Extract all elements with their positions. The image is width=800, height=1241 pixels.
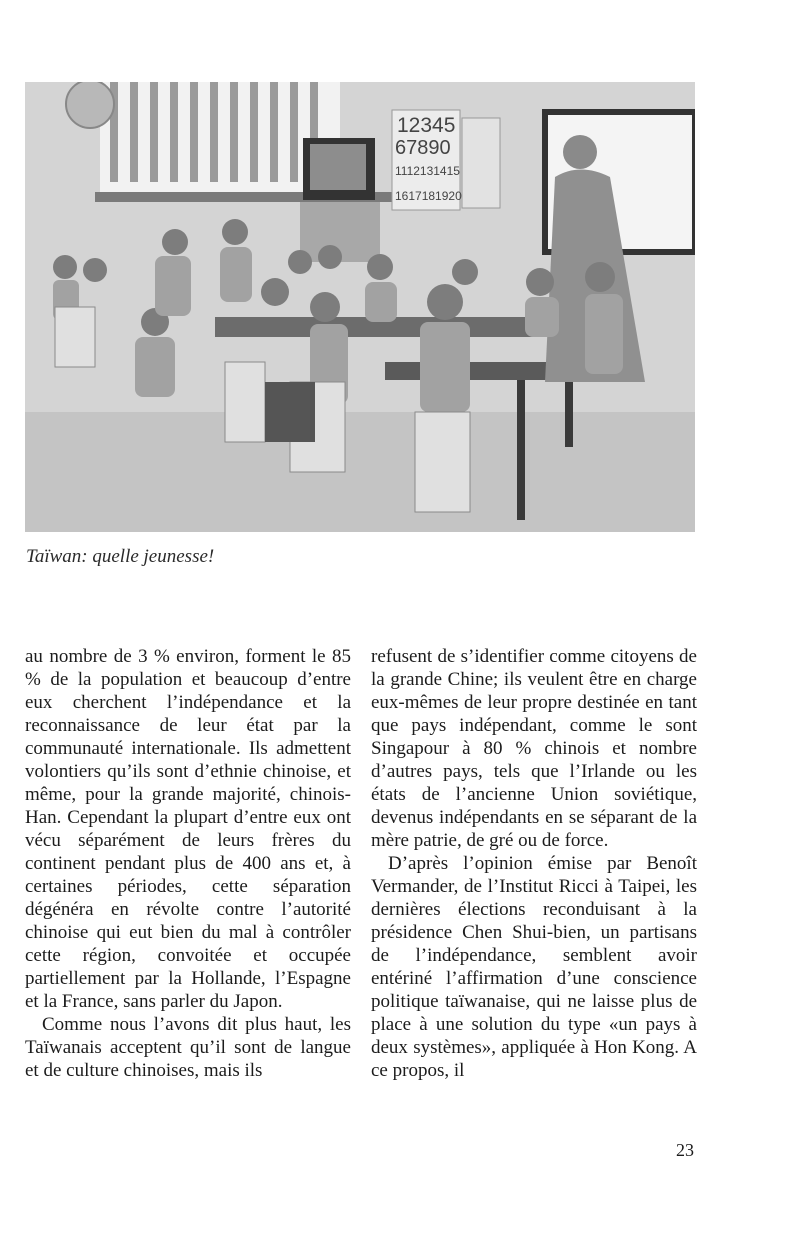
- paragraph: Comme nous l’avons dit plus haut, les Taïwanais acceptent qu’il sont de langue et de culture chinoises, mais ils: [25, 1014, 351, 1081]
- classroom-photo: [25, 82, 695, 532]
- page-number: 23: [676, 1140, 694, 1160]
- paragraph: au nombre de 3 % environ, forment le 85 % de la population et beaucoup d’entre eux cherchent l’indépendance et la reconnaissance de leur état par la communauté internationale. Ils admettent volontiers qu’ils sont d’ethnie chinoise, et même, pour la grande majorité, chinois-Han. Cependant la plupart d’entre eux ont vécu séparément de leurs frères du continent pendant plus de 400 ans et, à certaines périodes, cette séparation dégénéra en révolte contre l’autorité chinoise qui eut bien du mal à contrôler cette région, convoitée et occupée partiellement par la Hollande, l’Espagne et la France, sans parler du Japon.: [25, 646, 351, 1012]
- text-column-right: [371, 645, 697, 1082]
- chart-row-1: 12345: [397, 114, 456, 137]
- chart-row-4: 1617181920: [395, 189, 462, 203]
- paragraph: D’après l’opinion émise par Benoît Vermander, de l’Institut Ricci à Taipei, les dernières élections reconduisant à la présidence Chen Shui-bien, un partisans de l’indépendance, semblent avoir entériné l’affirmation d’une conscience politique taïwanaise, qui ne laisse plus de place à une solution du type «un pays à deux systèmes», appliquée à Hon Kong. A ce propos, il: [371, 853, 697, 1081]
- chart-row-3: 1112131415: [395, 164, 460, 178]
- paragraph: refusent de s’identifier comme citoyens de la grande Chine; ils veulent être en charge eux-mêmes de leur propre destinée en tant que pays indépendant, comme le sont Singapour à 80 % chinois et nombre d’autres pays, tels que l’Irlande ou les états de l’ancienne Union soviétique, devenus indépendants en se séparant de la mère patrie, de gré ou de force.: [371, 646, 697, 851]
- text-column-left: [25, 645, 351, 1082]
- classroom-illustration: [25, 82, 695, 532]
- chart-row-2: 67890: [395, 137, 451, 159]
- figure-caption: Taïwan: quelle jeunesse!: [26, 546, 215, 567]
